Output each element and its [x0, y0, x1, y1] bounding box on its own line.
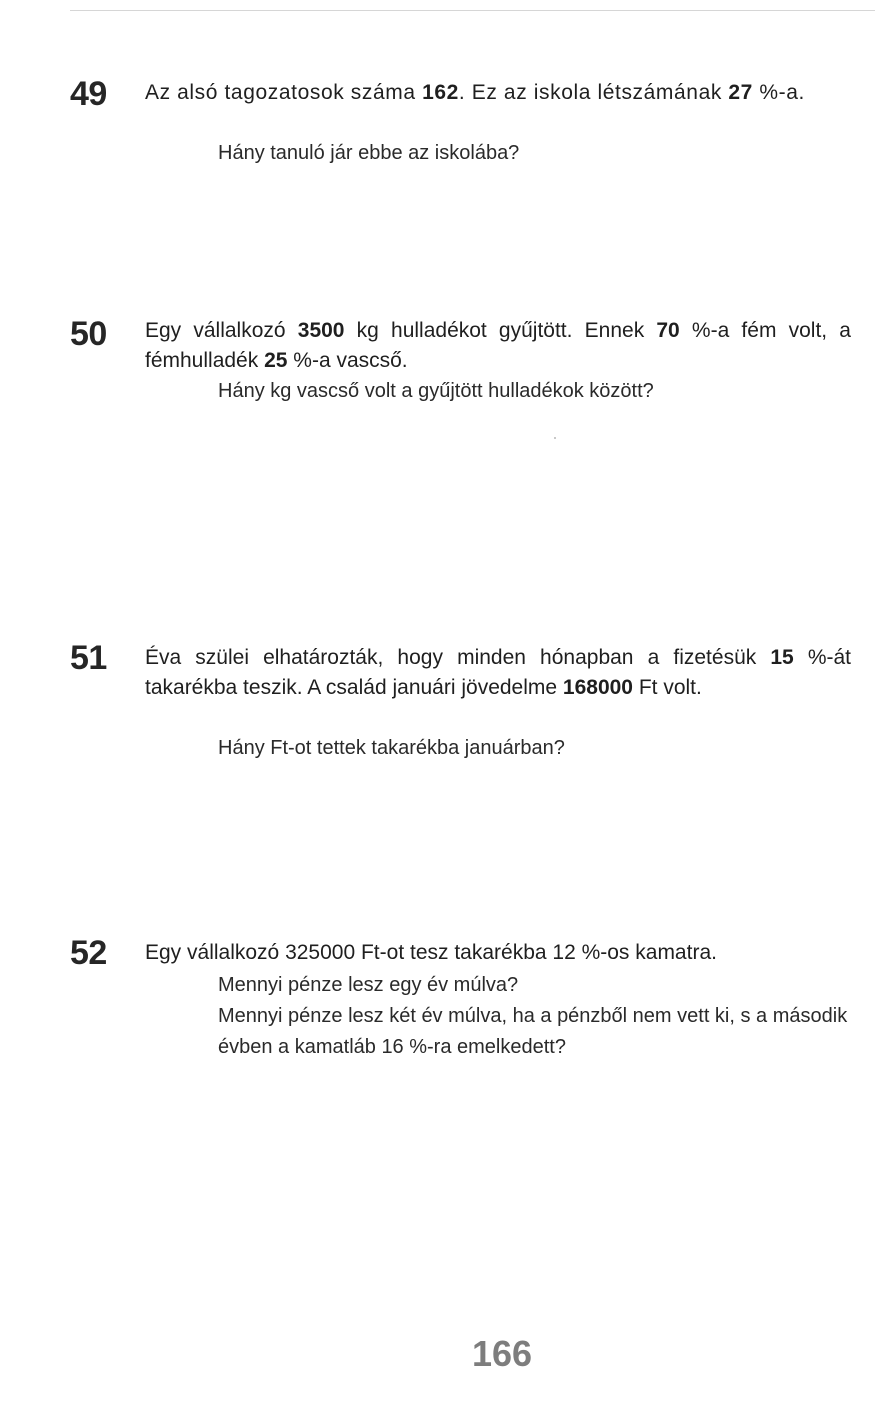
- speck: [554, 437, 556, 439]
- problem-number: 49: [70, 75, 107, 113]
- problem-statement: Egy vállalkozó 325000 Ft-ot tesz takarékba 12 %-os kamatra.: [145, 941, 717, 964]
- top-rule: [70, 10, 875, 11]
- problem-question: Hány tanuló jár ebbe az iskolába?: [218, 142, 520, 164]
- page-number: 166: [471, 1333, 533, 1374]
- problem-number: 51: [70, 639, 107, 677]
- problem-question: Mennyi pénze lesz két év múlva, ha a pénzből nem vett ki, s a második évben a kamatláb 16 %-ra emelkedett?: [218, 1005, 848, 1058]
- problem-statement: Egy vállalkozó 3500 kg hulladékot gyűjtött. Ennek 70 %-a fém volt, a fémhulladék 25 %-a vascső.: [145, 319, 851, 372]
- problem-number: 52: [70, 934, 107, 972]
- problem-number: 50: [70, 315, 107, 353]
- problem-question: Hány kg vascső volt a gyűjtött hulladékok között?: [218, 380, 654, 402]
- problem-question: Mennyi pénze lesz egy év múlva?: [218, 974, 519, 996]
- problem-statement: Az alsó tagozatosok száma 162. Ez az iskola létszámának 27 %-a.: [145, 81, 805, 104]
- problem-statement: Éva szülei elhatározták, hogy minden hónapban a fizetésük 15 %-át takarékba teszik. A család januári jövedelme 168000 Ft volt.: [145, 646, 852, 699]
- problem-question: Hány Ft-ot tettek takarékba januárban?: [218, 737, 565, 759]
